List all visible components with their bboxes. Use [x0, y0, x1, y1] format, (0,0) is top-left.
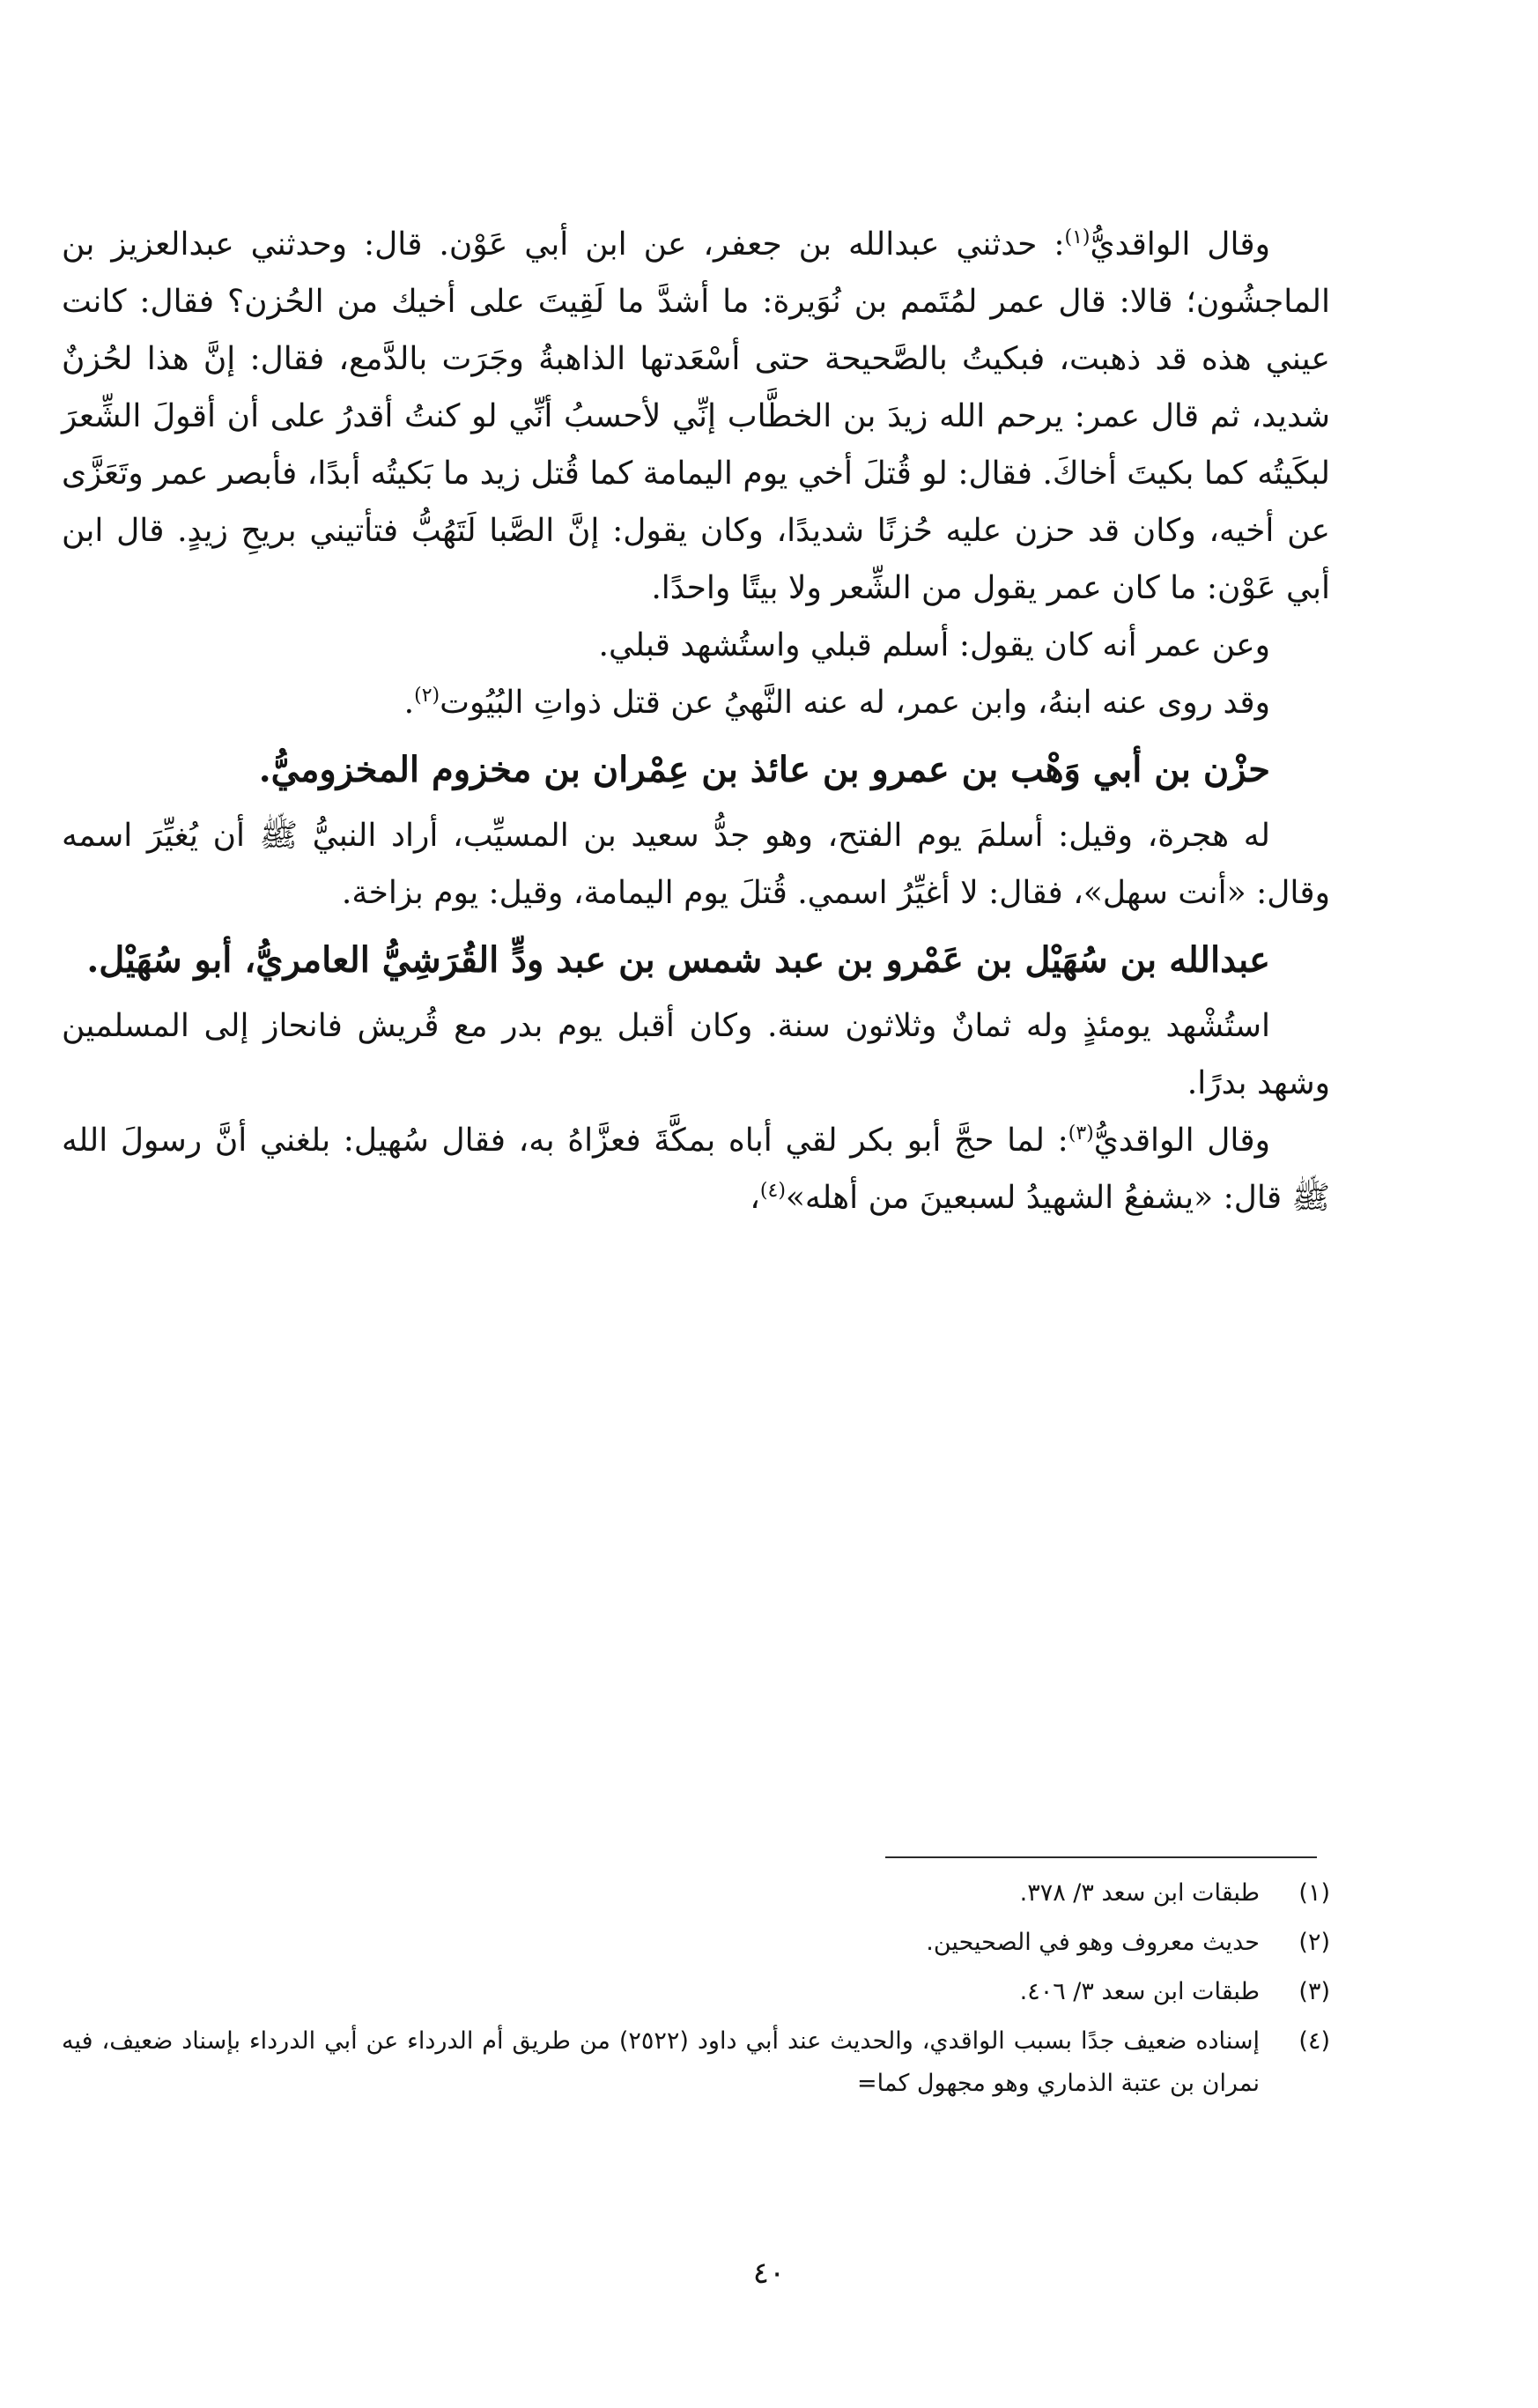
footnote-text: حديث معروف وهو في الصحيحين. [926, 1929, 1260, 1956]
paragraph-text: وقال الواقديُّ [1093, 1122, 1270, 1159]
page-number: ٤٠ [752, 2256, 786, 2291]
paragraph-text: : لما حجَّ أبو بكر لقي أباه بمكَّةَ فعزَّاهُ به، فقال سُهيل: بلغني أنَّ رسولَ الله ﷺ قال: «يشفعُ الشهيدُ لسبعينَ من أهله» [62, 1122, 1330, 1216]
paragraph-abdullah-bio: استُشْهد يومئذٍ وله ثمانٌ وثلاثون سنة. وكان أقبل يوم بدر مع قُريش فانحاز إلى المسلمين وشهد بدرًا. [62, 1008, 1330, 1101]
paragraph-umar-saying: وعن عمر أنه كان يقول: أسلم قبلي واستُشهد قبلي. [598, 627, 1270, 663]
footnote-ref-2: (٢) [414, 685, 440, 707]
footnote-3 [62, 1971, 1330, 2013]
footnote-2 [62, 1922, 1330, 1964]
paragraph-hazn-bio: له هجرة، وقيل: أسلمَ يوم الفتح، وهو جدُّ سعيد بن المسيِّب، أراد النبيُّ ﷺ أن يُغيِّرَ اسمه وقال: «أنت سهل»، فقال: لا أغيِّرُ اسمي. قُتلَ يوم اليمامة، وقيل: يوم بزاخة. [62, 818, 1330, 911]
biography-heading-abdullah: عبدالله بن سُهَيْل بن عَمْرو بن عبد شمس بن عبد ودٍّ القُرَشِيُّ العامريُّ، أبو سُهَيْل. [86, 939, 1270, 981]
footnote-text: طبقات ابن سعد ٣/ ٣٧٨. [1019, 1879, 1260, 1907]
paragraph-text: . [403, 685, 415, 721]
footnotes-section [62, 1872, 1330, 2112]
paragraph-waqidi-mutammim [62, 216, 1330, 617]
paragraph-text: وقد روى عنه ابنهُ، وابن عمر، له عنه النَّهيُ عن قتل ذواتِ البُيُوت [440, 685, 1270, 721]
footnote-text: طبقات ابن سعد ٣/ ٤٠٦. [1019, 1978, 1260, 2005]
footnote-4 [62, 2020, 1330, 2105]
paragraph-narration [62, 674, 1330, 731]
main-text [62, 216, 1330, 1226]
biography-heading-hazn: حزْن بن أبي وَهْب بن عمرو بن عائذ بن عِمْران بن مخزوم المخزوميُّ. [258, 749, 1270, 790]
paragraph-text: ، [750, 1180, 760, 1216]
footnote-number: (٣) [1298, 1978, 1330, 2005]
paragraph-text: وقال الواقديُّ [1090, 226, 1271, 263]
footnote-divider [885, 1856, 1317, 1858]
footnote-1 [62, 1872, 1330, 1915]
footnote-number: (٤) [1298, 2027, 1330, 2055]
footnote-text: إسناده ضعيف جدًا بسبب الواقدي، والحديث عند أبي داود (٢٥٢٢) من طريق أم الدرداء عن أبي الدرداء بإسناد ضعيف، فيه نمران بن عتبة الذماري وهو مجهول كما= [62, 2027, 1260, 2097]
paragraph-waqidi-abubakr [62, 1112, 1330, 1226]
footnote-ref-1: (١) [1064, 226, 1091, 248]
footnote-number: (٢) [1298, 1929, 1330, 1956]
paragraph-text: : حدثني عبدالله بن جعفر، عن ابن أبي عَوْن. قال: وحدثني عبدالعزيز بن الماجشُون؛ قالا: قال عمر لمُتَمم بن نُوَيرة: ما أشدَّ ما لَقِيتَ على أخيك من الحُزن؟ فقال: كانت عيني هذه قد ذهبت، فبكيتُ بالصَّحيحة حتى أسْعَدتها الذاهبةُ وجَرَت بالدَّمع، فقال: إنَّ هذا لحُزنٌ شديد، ثم قال عمر: يرحم الله زيدَ بن الخطَّاب إنِّي لأحسبُ أنِّي لو كنتُ أقدرُ على أن أقولَ الشِّعرَ لبكَيتُه كما بكيتَ أخاكَ. فقال: لو قُتلَ أخي يوم اليمامة كما قُتل زيد ما بَكيتُه أبدًا، فأبصر عمر وتَعَزَّى عن أخيه، وكان قد حزن عليه حُزنًا شديدًا، وكان يقول: إنَّ الصَّبا لَتَهُبُّ فتأتيني بريحِ زيدٍ. قال ابن أبي عَوْن: ما كان عمر يقول من الشِّعر ولا بيتًا واحدًا. [62, 226, 1330, 606]
footnote-ref-3: (٣) [1068, 1122, 1094, 1145]
footnote-ref-4: (٤) [759, 1180, 786, 1202]
footnote-number: (١) [1298, 1879, 1330, 1907]
